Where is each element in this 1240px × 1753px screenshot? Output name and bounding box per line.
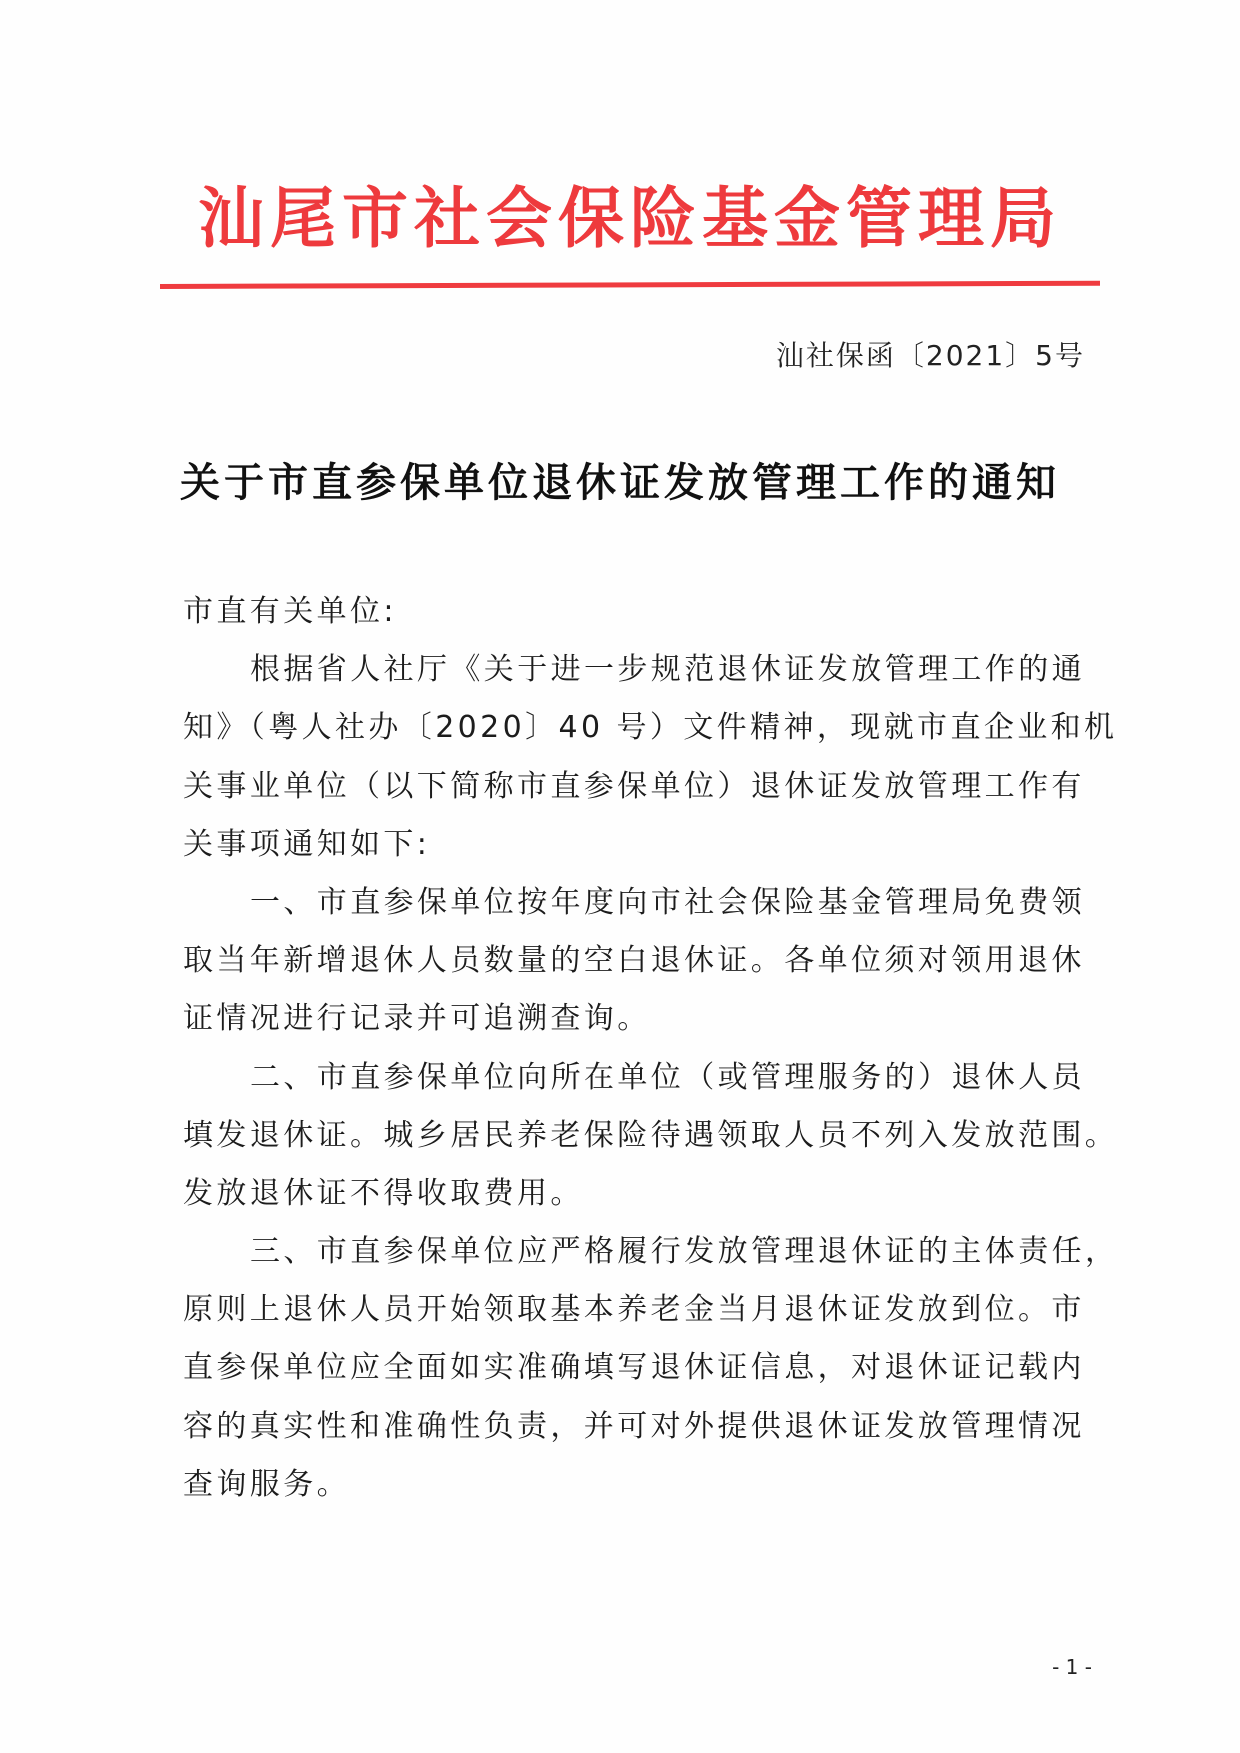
paragraph-intro-line: 关事业单位（以下简称市直参保单位）退休证发放管理工作有 bbox=[183, 768, 1085, 804]
document-body bbox=[183, 583, 1119, 1514]
letterhead-issuer: 汕尾市社会保险基金管理局 bbox=[198, 179, 1062, 257]
salutation: 市直有关单位: bbox=[183, 594, 397, 629]
letterhead-red-rule bbox=[160, 281, 1100, 289]
paragraph-intro-line: 知》（粤人社办〔2020〕40 号）文件精神，现就市直企业和机 bbox=[183, 710, 1118, 746]
paragraph-item-3-line: 容的真实性和准确性负责，并可对外提供退休证发放管理情况 bbox=[183, 1408, 1085, 1444]
paragraph-item-3-line: 原则上退休人员开始领取基本养老金当月退休证发放到位。市 bbox=[183, 1292, 1085, 1328]
paragraph-intro-line: 关事项通知如下: bbox=[183, 826, 431, 862]
paragraph-item-3-line: 直参保单位应全面如实准确填写退休证信息，对退休证记载内 bbox=[183, 1350, 1085, 1386]
paragraph-item-2-line: 二、市直参保单位向所在单位（或管理服务的）退休人员 bbox=[250, 1059, 1085, 1095]
paragraph-item-2-line: 填发退休证。城乡居民养老保险待遇领取人员不列入发放范围。 bbox=[183, 1117, 1119, 1153]
paragraph-item-1-line: 一、市直参保单位按年度向市社会保险基金管理局免费领 bbox=[250, 884, 1085, 920]
page-number: - 1 - bbox=[1052, 1655, 1092, 1679]
document-number: 汕社保函〔2021〕5号 bbox=[775, 339, 1085, 372]
paragraph-item-3-line: 三、市直参保单位应严格履行发放管理退休证的主体责任， bbox=[250, 1234, 1119, 1270]
paragraph-item-2-line: 发放退休证不得收取费用。 bbox=[183, 1175, 584, 1211]
paragraph-item-1-line: 证情况进行记录并可追溯查询。 bbox=[183, 1001, 651, 1037]
paragraph-item-1-line: 取当年新增退休人员数量的空白退休证。各单位须对领用退休 bbox=[183, 943, 1085, 979]
paragraph-intro-line: 根据省人社厅《关于进一步规范退休证发放管理工作的通 bbox=[250, 652, 1085, 688]
document-title: 关于市直参保单位退休证发放管理工作的通知 bbox=[180, 459, 1060, 506]
paragraph-item-3-line: 查询服务。 bbox=[183, 1466, 350, 1502]
